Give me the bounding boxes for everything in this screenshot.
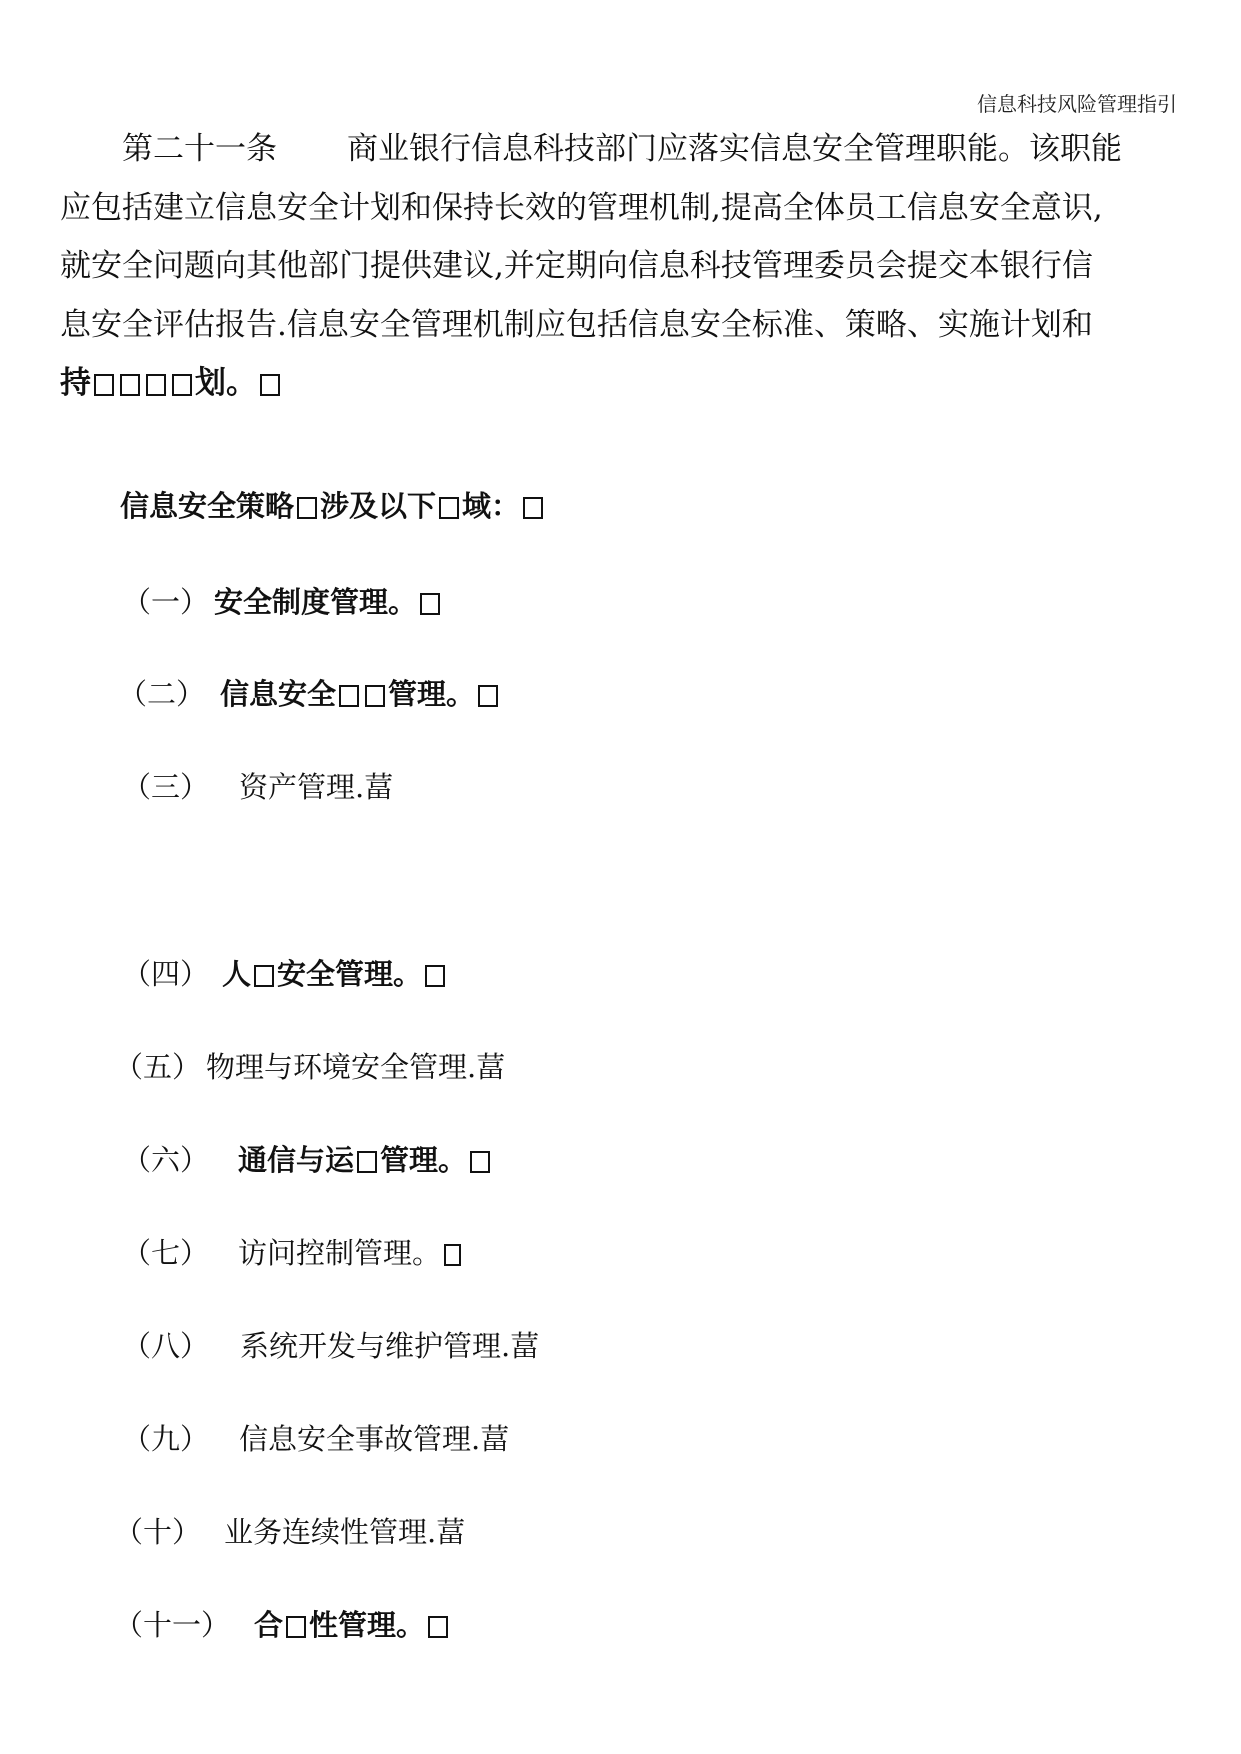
list-item: （八） 系统开发与维护管理.葍 bbox=[122, 1329, 540, 1363]
missing-glyph-box bbox=[254, 965, 274, 987]
list-item: （五） 物理与环境安全管理.葍 bbox=[114, 1050, 506, 1084]
missing-glyph-box bbox=[470, 1151, 490, 1173]
page-header: 信息科技风险管理指引 bbox=[977, 92, 1177, 116]
missing-glyph-box bbox=[428, 1616, 448, 1638]
list-item: （三） 资产管理.葍 bbox=[122, 770, 394, 804]
list-item: （九） 信息安全事故管理.葍 bbox=[122, 1422, 510, 1456]
article-number: 第二十一条 bbox=[122, 131, 277, 167]
paragraph-line-2: 应包括建立信息安全计划和保持长效的管理机制,提高全体员工信息安全意识, bbox=[60, 189, 1103, 226]
list-item: （四） 人 安全管理。 bbox=[122, 952, 448, 993]
list-item: （二） 信息安全 管理。 bbox=[118, 672, 501, 713]
missing-glyph-box bbox=[365, 685, 385, 707]
missing-glyph-box bbox=[120, 374, 140, 396]
missing-glyph-box bbox=[439, 497, 459, 519]
missing-glyph-box bbox=[286, 1616, 306, 1638]
list-item: （十一） 合 性管理。 bbox=[114, 1603, 451, 1644]
missing-glyph-box bbox=[146, 374, 166, 396]
list-item: （十） 业务连续性管理.葍 bbox=[114, 1515, 466, 1549]
missing-glyph-box bbox=[444, 1244, 461, 1266]
missing-glyph-box bbox=[297, 497, 317, 519]
paragraph-line-5: 持 划。 bbox=[60, 354, 1182, 413]
list-item: （六） 通信与运 管理。 bbox=[122, 1138, 493, 1179]
missing-glyph-box bbox=[357, 1151, 377, 1173]
paragraph-line-4: 息安全评估报告.信息安全管理机制应包括信息安全标准、策略、实施计划和 bbox=[60, 306, 1093, 343]
missing-glyph-box bbox=[523, 497, 543, 519]
paragraph-line-3: 就安全问题向其他部门提供建议,并定期向信息科技管理委员会提交本银行信 bbox=[60, 248, 1093, 284]
missing-glyph-box bbox=[425, 965, 445, 987]
policy-intro: 信息安全策略 涉及以下 域： bbox=[120, 484, 546, 525]
missing-glyph-box bbox=[260, 374, 280, 396]
list-item: （七） 访问控制管理。 bbox=[122, 1231, 464, 1272]
paragraph-line-1: 第二十一条 商业银行信息科技部门应落实信息安全管理职能。该职能 bbox=[122, 131, 1122, 167]
missing-glyph-box bbox=[94, 374, 114, 396]
missing-glyph-box bbox=[478, 685, 498, 707]
missing-glyph-box bbox=[420, 593, 440, 615]
missing-glyph-box bbox=[339, 685, 359, 707]
article-paragraph bbox=[60, 120, 1182, 413]
list-item: （一） 安全制度管理。 bbox=[122, 580, 443, 621]
missing-glyph-box bbox=[172, 374, 192, 396]
